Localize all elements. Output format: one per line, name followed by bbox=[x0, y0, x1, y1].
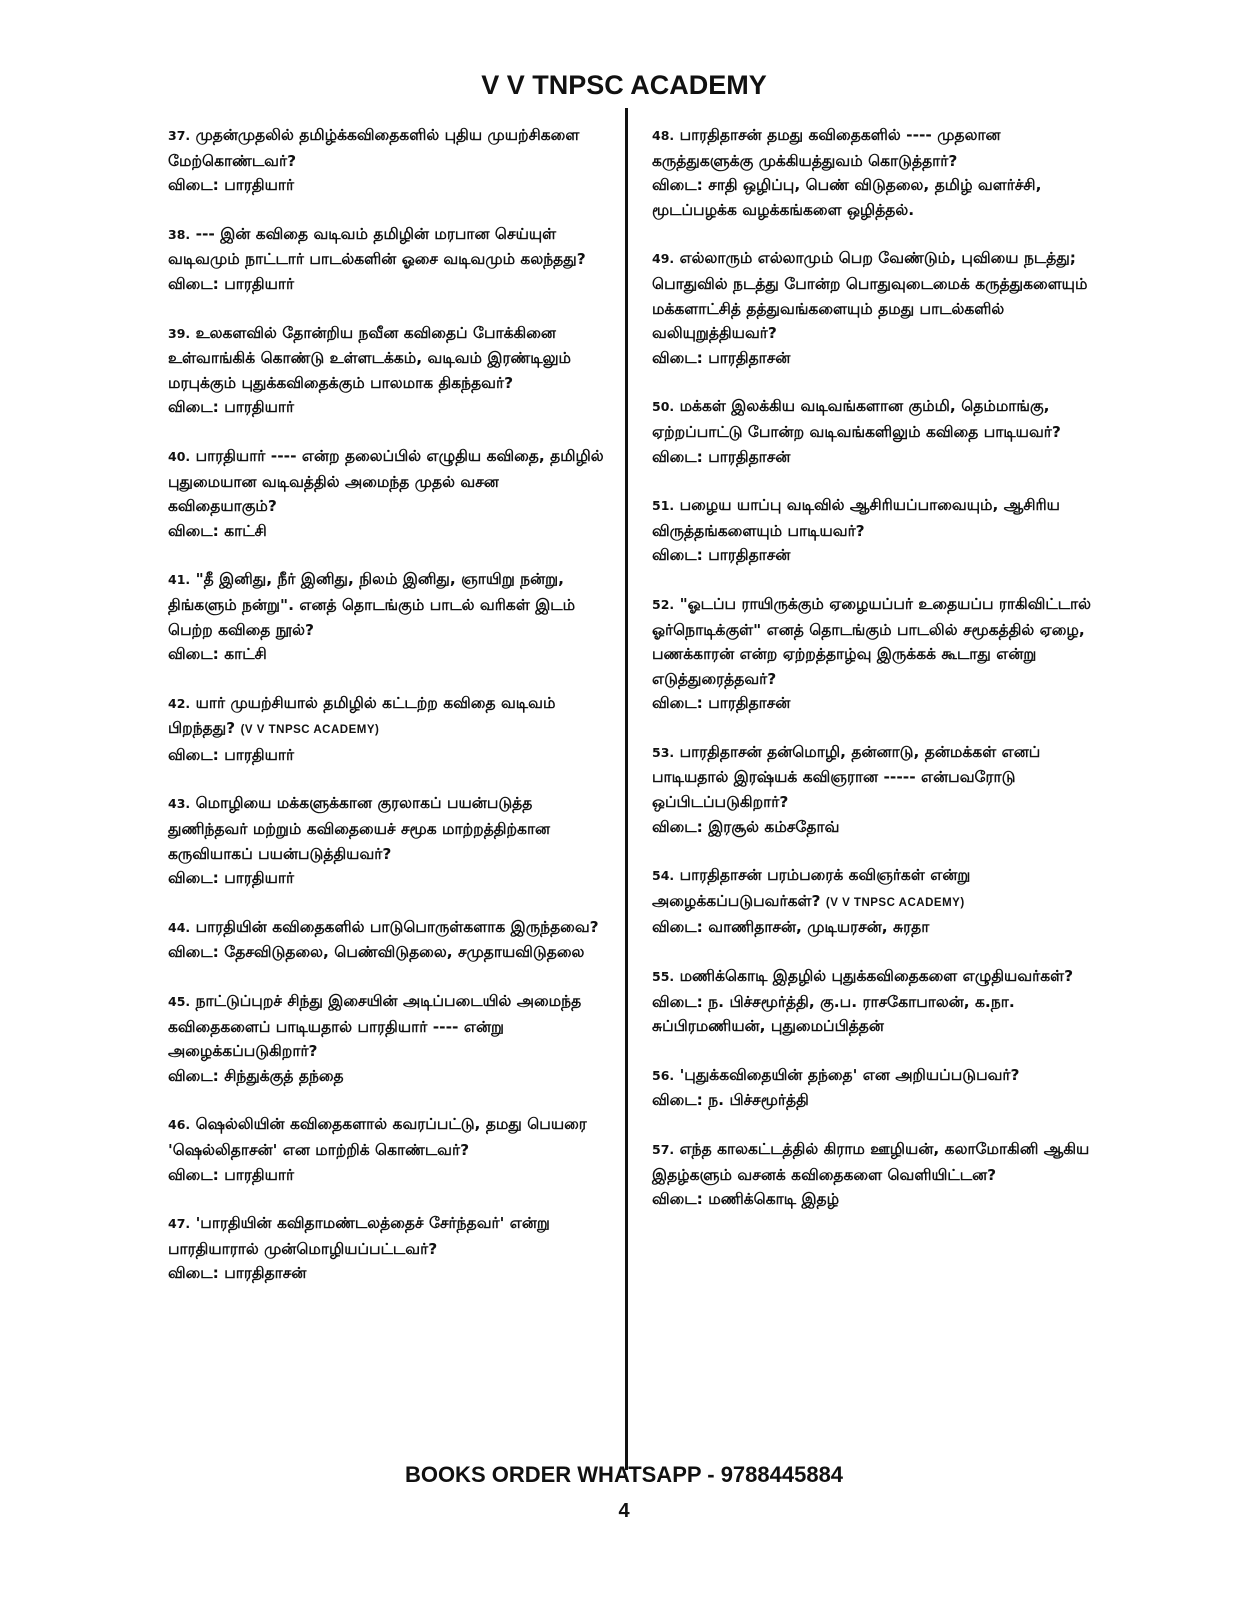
question-number: 41. bbox=[168, 572, 191, 588]
question-number: 45. bbox=[168, 994, 191, 1010]
question-number: 47. bbox=[168, 1216, 191, 1232]
question-text: 48. பாரதிதாசன் தமது கவிதைகளில் ---- முதலான கருத்துகளுக்கு முக்கியத்துவம் கொடுத்தார்? bbox=[652, 126, 1001, 170]
question-text: 57. எந்த காலகட்டத்தில் கிராம ஊழியன், கலாமோகினி ஆகிய இதழ்களும் வசனக் கவிதைகளை வெளியிட்டன? bbox=[652, 1140, 1090, 1184]
answer-text: விடை: சாதி ஒழிப்பு, பெண் விடுதலை, தமிழ் வளர்ச்சி, மூடப்பழக்க வழக்கங்களை ஒழித்தல். bbox=[652, 176, 1042, 219]
answer-text: விடை: பாரதிதாசன் bbox=[652, 546, 791, 565]
question-number: 44. bbox=[168, 919, 191, 935]
question-block bbox=[652, 123, 1102, 222]
question-text: 37. முதன்முதலில் தமிழ்க்கவிதைகளில் புதிய முயற்சிகளை மேற்கொண்டவர்? bbox=[168, 126, 580, 170]
question-text: 56. 'புதுக்கவிதையின் தந்தை' என அறியப்படுபவர்? bbox=[652, 1065, 1020, 1084]
question-text: 50. மக்கள் இலக்கிய வடிவங்களான கும்மி, தெம்மாங்கு, ஏற்றப்பாட்டு போன்ற வடிவங்களிலும் கவிதை பாடியவர்? bbox=[652, 397, 1061, 441]
question-text: 43. மொழியை மக்களுக்கான குரலாகப் பயன்படுத்த துணிந்தவர் மற்றும் கவிதையைச் சமூக மாற்றத்திற்கான கருவியாகப் பயன்படுத்தியவர்? bbox=[168, 794, 551, 863]
question-text: 53. பாரதிதாசன் தன்மொழி, தன்னாடு, தன்மக்கள் எனப் பாடியதால் இரஷ்யக் கவிஞரான ----- என்பவரோடு ஒப்பிடப்படுகிறார்? bbox=[652, 742, 1041, 812]
question-block bbox=[652, 863, 1102, 940]
answer-text: விடை: பாரதிதாசன் bbox=[652, 447, 791, 466]
answer-text: விடை: இரசூல் கம்சதோவ் bbox=[652, 817, 840, 836]
answer-text: விடை: பாரதியார் bbox=[168, 274, 295, 293]
question-block bbox=[652, 394, 1102, 469]
question-number: 42. bbox=[168, 695, 191, 711]
question-number: 40. bbox=[168, 448, 191, 464]
question-text: 45. நாட்டுப்புறச் சிந்து இசையின் அடிப்படையில் அமைந்த கவிதைகளைப் பாடியதால் பாரதியார் ---- என்று அழைக்கப்படுகிறார்? bbox=[168, 992, 582, 1061]
answer-text: விடை: பாரதியார் bbox=[168, 398, 295, 417]
footer-order-text: BOOKS ORDER WHATSAPP - 9788445884 bbox=[404, 1462, 844, 1487]
academy-tag: (V V TNPSC ACADEMY) bbox=[825, 896, 965, 909]
question-number: 49. bbox=[652, 251, 675, 267]
question-block bbox=[168, 915, 608, 965]
answer-text: விடை: தேசவிடுதலை, பெண்விடுதலை, சமுதாயவிடுதலை bbox=[168, 943, 585, 962]
question-block bbox=[168, 791, 608, 890]
left-column bbox=[168, 123, 608, 1310]
question-text: 42. யார் முயற்சியால் தமிழில் கட்டற்ற கவிதை வடிவம் பிறந்தது? (V V TNPSC ACADEMY) bbox=[168, 693, 556, 738]
question-text: 54. பாரதிதாசன் பரம்பரைக் கவிஞர்கள் என்று அழைக்கப்படுபவர்கள்? (V V TNPSC ACADEMY) bbox=[652, 866, 971, 910]
column-divider bbox=[625, 108, 628, 1470]
question-block bbox=[168, 444, 608, 543]
answer-text: விடை: வாணிதாசன், முடியரசன், சுரதா bbox=[652, 918, 930, 937]
answer-text: விடை: காட்சி bbox=[168, 521, 267, 540]
question-text: 46. ஷெல்லியின் கவிதைகளால் கவரப்பட்டு, தமது பெயரை 'ஷெல்லிதாசன்' என மாற்றிக் கொண்டவர்? bbox=[168, 1115, 587, 1159]
answer-text: விடை: பாரதியார் bbox=[168, 176, 295, 195]
question-number: 37. bbox=[168, 128, 191, 143]
question-block bbox=[168, 567, 608, 666]
right-column bbox=[652, 123, 1102, 1236]
question-block bbox=[652, 1063, 1102, 1113]
question-text: 38. --- இன் கவிதை வடிவம் தமிழின் மரபான செய்யுள் வடிவமும் நாட்டார் பாடல்களின் ஓசை வடிவமும் கலந்தது? bbox=[168, 224, 586, 269]
question-block bbox=[168, 1112, 608, 1187]
question-block bbox=[168, 1211, 608, 1286]
question-text: 49. எல்லாரும் எல்லாமும் பெற வேண்டும், புவியை நடத்து; பொதுவில் நடத்து போன்ற பொதுவுடைமைக் கருத்துகளையும் மக்களாட்சித் தத்துவங்களையும் தமது பாடல்களில் வலியுறுத்தியவர்? bbox=[652, 249, 1088, 343]
question-text: 51. பழைய யாப்பு வடிவில் ஆசிரியப்பாவையும், ஆசிரிய விருத்தங்களையும் பாடியவர்? bbox=[652, 496, 1060, 540]
question-number: 52. bbox=[652, 596, 675, 612]
question-number: 56. bbox=[652, 1067, 675, 1083]
answer-text: விடை: பாரதிதாசன் bbox=[652, 694, 791, 713]
question-block bbox=[652, 493, 1102, 568]
question-block bbox=[168, 321, 608, 420]
answer-text: விடை: பாரதியார் bbox=[168, 869, 295, 888]
answer-text: விடை: பாரதிதாசன் bbox=[652, 348, 791, 367]
question-number: 48. bbox=[652, 128, 675, 143]
question-block bbox=[652, 246, 1102, 370]
question-block bbox=[652, 964, 1102, 1039]
question-number: 50. bbox=[652, 399, 675, 415]
question-number: 57. bbox=[652, 1142, 675, 1157]
question-number: 55. bbox=[652, 969, 675, 985]
question-text: 39. உலகளவில் தோன்றிய நவீன கவிதைப் போக்கினை உள்வாங்கிக் கொண்டு உள்ளடக்கம், வடிவம் இரண்டிலும் மரபுக்கும் புதுக்கவிதைக்கும் பாலமாக திகந்தவர்? bbox=[168, 323, 572, 392]
answer-text: விடை: பாரதியார் bbox=[168, 745, 295, 764]
question-number: 53. bbox=[652, 744, 675, 760]
question-block bbox=[168, 123, 608, 198]
question-number: 46. bbox=[168, 1117, 191, 1133]
answer-text: விடை: மணிக்கொடி இதழ் bbox=[652, 1190, 840, 1209]
question-number: 38. bbox=[168, 226, 191, 242]
question-block bbox=[652, 740, 1102, 839]
question-number: 54. bbox=[652, 868, 675, 884]
page-number: 4 bbox=[618, 1500, 630, 1522]
question-number: 39. bbox=[168, 325, 191, 341]
question-block bbox=[652, 1137, 1102, 1212]
question-block bbox=[168, 222, 608, 297]
answer-text: விடை: காட்சி bbox=[168, 645, 267, 664]
answer-text: விடை: ந. பிச்சமூர்த்தி bbox=[652, 1091, 809, 1110]
answer-text: விடை: பாரதியார் bbox=[168, 1165, 295, 1184]
question-number: 51. bbox=[652, 498, 675, 514]
page-title: V V TNPSC ACADEMY bbox=[481, 70, 767, 100]
question-block bbox=[168, 691, 608, 768]
question-text: 52. "ஓடப்ப ராயிருக்கும் ஏழையப்பர் உதையப்ப ராகிவிட்டால் ஓர்நொடிக்குள்" எனத் தொடங்கும் பாடலில் சமூகத்தில் ஏழை, பணக்காரன் என்ற ஏற்றத்தாழ்வு இருக்கக் கூடாது என்று எடுத்துரைத்தவர்? bbox=[652, 594, 1092, 688]
answer-text: விடை: சிந்துக்குத் தந்தை bbox=[168, 1066, 344, 1085]
question-text: 40. பாரதியார் ---- என்ற தலைப்பில் எழுதிய கவிதை, தமிழில் புதுமையான வடிவத்தில் அமைந்த முதல் வசன கவிதையாகும்? bbox=[168, 446, 604, 516]
question-text: 44. பாரதியின் கவிதைகளில் பாடுபொருள்களாக இருந்தவை? bbox=[168, 917, 599, 936]
question-text: 41. "தீ இனிது, நீர் இனிது, நிலம் இனிது, ஞாயிறு நன்று, திங்களும் நன்று". எனத் தொடங்கும் பாடல் வரிகள் இடம் பெற்ற கவிதை நூல்? bbox=[168, 570, 576, 639]
answer-text: விடை: பாரதிதாசன் bbox=[168, 1264, 307, 1283]
academy-tag: (V V TNPSC ACADEMY) bbox=[240, 724, 380, 737]
question-text: 47. 'பாரதியின் கவிதாமண்டலத்தைச் சேர்ந்தவர்' என்று பாரதியாரால் முன்மொழியப்பட்டவர்? bbox=[168, 1214, 550, 1258]
answer-text: விடை: ந. பிச்சமூர்த்தி, கு.ப. ராசகோபாலன், க.நா. சுப்பிரமணியன், புதுமைப்பித்தன் bbox=[652, 992, 1015, 1036]
question-text: 55. மணிக்கொடி இதழில் புதுக்கவிதைகளை எழுதியவர்கள்? bbox=[652, 967, 1074, 986]
question-block bbox=[652, 592, 1102, 716]
question-number: 43. bbox=[168, 796, 191, 812]
question-block bbox=[168, 989, 608, 1088]
